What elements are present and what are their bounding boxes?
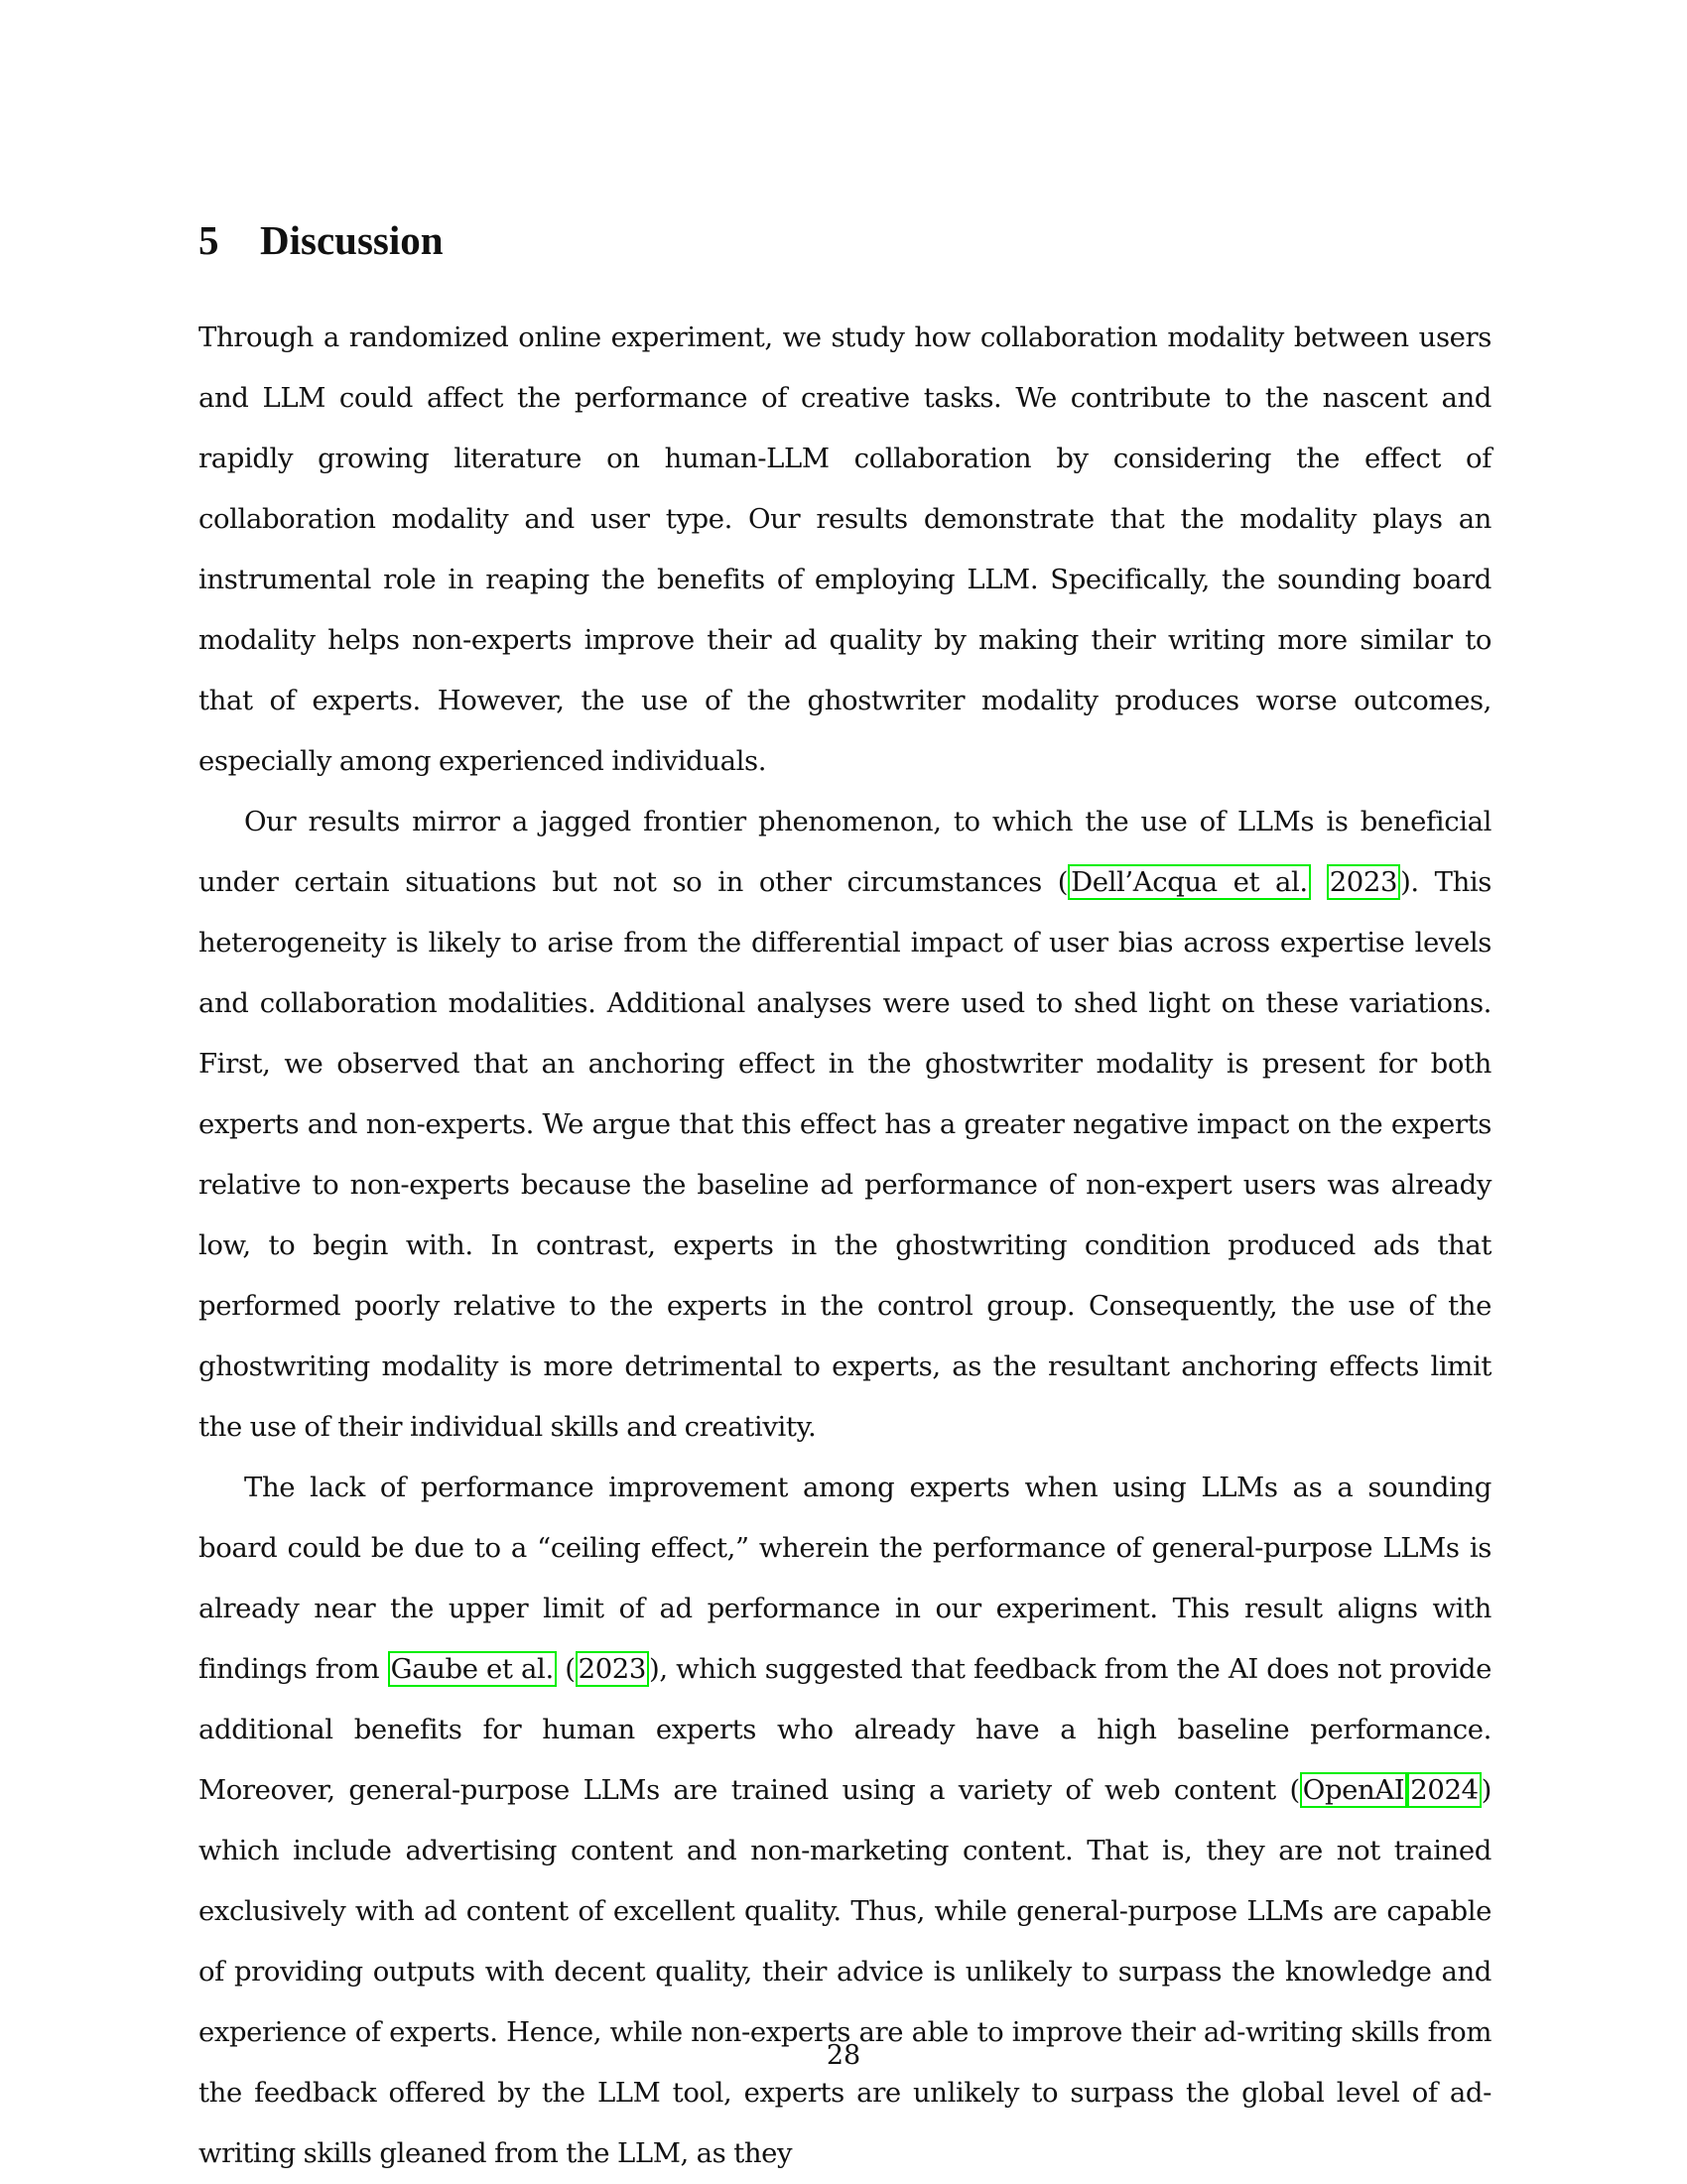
citation-link-gaube-year[interactable]: 2023 xyxy=(576,1651,649,1687)
paragraph-text: ). This heterogeneity is likely to arise from the differential impact of user bias across expertise levels and collaboration modalities. Additional analyses were used to shed light on these variations. First, we observed that an anchoring effect in the ghostwriter modality is present for both experts and non-experts. We argue that this effect has a greater negative impact on the experts relative to non-experts because the baseline ad performance of non-expert users was already low, to begin with. In contrast, experts in the ghostwriting condition produced ads that performed poorly relative to the experts in the control group. Consequently, the use of the ghostwriting modality is more detrimental to experts, as the resultant anchoring effects limit the use of their individual skills and creativity. xyxy=(198,866,1492,1443)
paragraph-1 xyxy=(198,308,1492,792)
citation-link-dellacqua-author[interactable]: Dell’Acqua et al. xyxy=(1068,864,1311,900)
paragraph-text: ), which suggested that feedback from the AI does not provide additional benefits for human experts who already have a high baseline performance. Moreover, general-purpose LLMs are trained using a variety of web content ( xyxy=(198,1653,1492,1806)
body-text xyxy=(198,308,1492,2184)
paragraph-text: ) which include advertising content and non-marketing content. That is, they are not trained exclusively with ad content of excellent quality. Thus, while general-purpose LLMs are capable of providing outputs with decent quality, their advice is unlikely to surpass the knowledge and experience of experts. Hence, while non-experts are able to improve their ad-writing skills from the feedback offered by the LLM tool, experts are unlikely to surpass the global level of ad-writing skills gleaned from the LLM, as they xyxy=(198,1774,1492,2169)
section-number: 5 xyxy=(198,217,219,263)
section-title: Discussion xyxy=(260,217,444,263)
citation-link-openai-author[interactable]: OpenAI xyxy=(1300,1772,1407,1808)
page-number: 28 xyxy=(826,2040,861,2071)
paragraph-2 xyxy=(198,792,1492,1458)
paragraph-text: The lack of performance improvement among experts when using LLMs as a sounding board could be due to a “ceiling effect,” wherein the performance of general-purpose LLMs is already near the upper limit of ad performance in our experiment. This result aligns with findings from xyxy=(198,1472,1492,1685)
paragraph-text: Through a randomized online experiment, we study how collaboration modality between users and LLM could affect the performance of creative tasks. We contribute to the nascent and rapidly growing literature on human-LLM collaboration by considering the effect of collaboration modality and user type. Our results demonstrate that the modality plays an instrumental role in reaping the benefits of employing LLM. Specifically, the sounding board modality helps non-experts improve their ad quality by making their writing more similar to that of experts. However, the use of the ghostwriter modality produces worse outcomes, especially among experienced individuals. xyxy=(198,321,1492,777)
citation-separator xyxy=(1311,866,1327,898)
citation-open-paren: ( xyxy=(556,1653,576,1685)
citation-link-openai-year[interactable]: 2024 xyxy=(1407,1772,1481,1808)
citation-link-dellacqua-year[interactable]: 2023 xyxy=(1327,864,1400,900)
citation-link-gaube-author[interactable]: Gaube et al. xyxy=(388,1651,557,1687)
paragraph-text: Our results mirror a jagged frontier phenomenon, to which the use of LLMs is beneficial under certain situations but not so in other circumstances ( xyxy=(198,806,1492,898)
section-heading xyxy=(198,210,444,270)
